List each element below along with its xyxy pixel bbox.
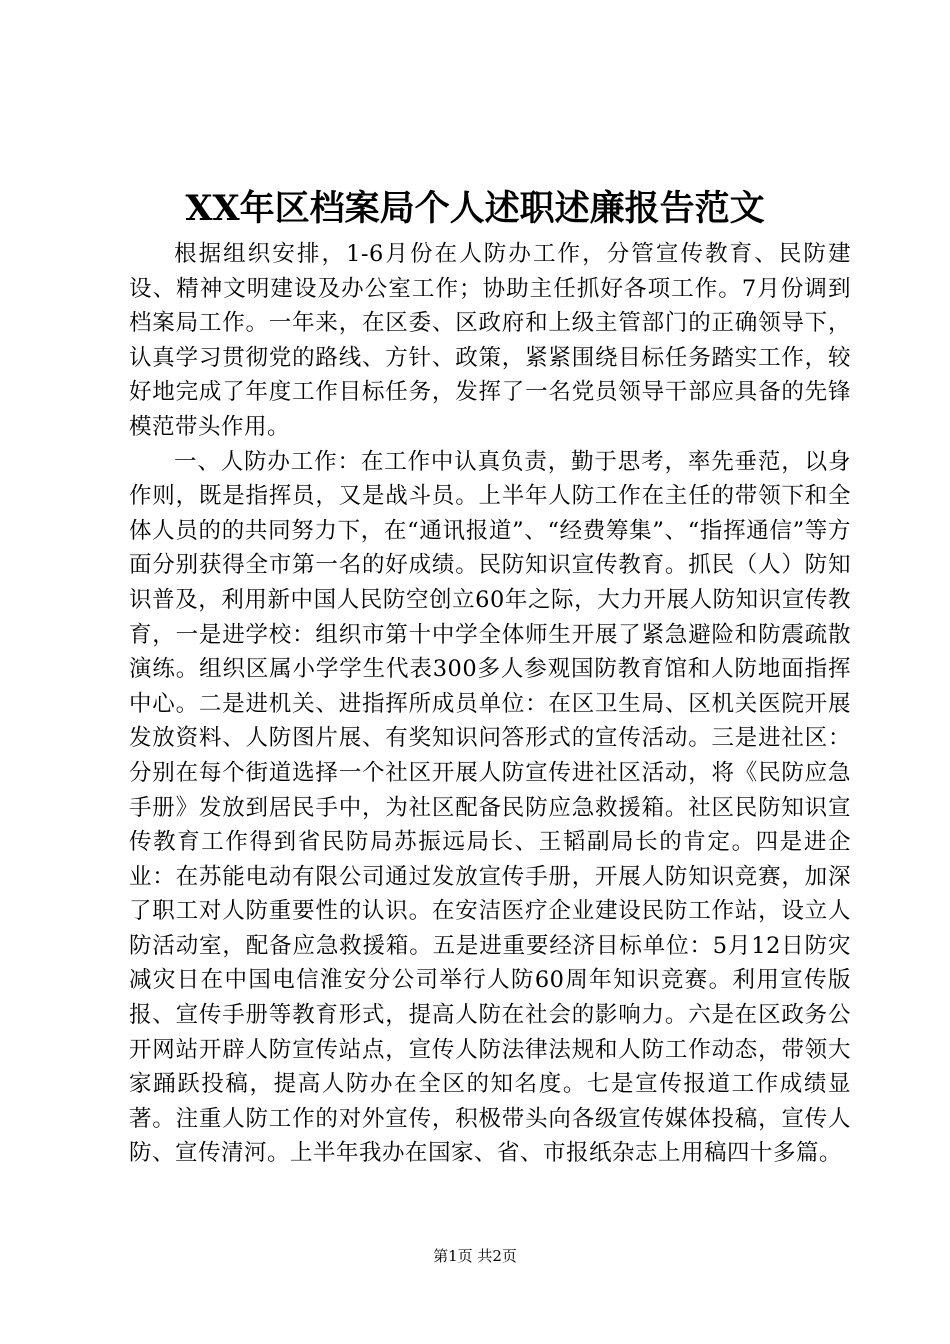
document-title: XX年区档案局个人述职述廉报告范文 [185, 188, 765, 229]
paragraph-civil-defense-work: 一、人防办工作：在工作中认真负责，勤于思考，率先垂范，以身作则，既是指挥员，又是战斗员。上半年人防工作在主任的带领下和全体人员的的共同努力下，在“通讯报道”、“经费筹集”、“指挥通信”等方面分别获得全市第一名的好成绩。民防知识宣传教育。抓民（人）防知识普及，利用新中国人民防空创立60年之际，大力开展人防知识宣传教育，一是进学校：组织市第十中学全体师生开展了紧急避险和防震疏散演练。组织区属小学学生代表300多人参观国防教育馆和人防地面指挥中心。二是进机关、进指挥所成员单位：在区卫生局、区机关医院开展发放资料、人防图片展、有奖知识问答形式的宣传活动。三是进社区：分别在每个街道选择一个社区开展人防宣传进社区活动，将《民防应急手册》发放到居民手中，为社区配备民防应急救援箱。社区民防知识宣传教育工作得到省民防局苏振远局长、王韬副局长的肯定。四是进企业：在苏能电动有限公司通过发放宣传手册，开展人防知识竞赛，加深了职工对人防重要性的认识。在安洁医疗企业建设民防工作站，设立人防活动室，配备应急救援箱。五是进重要经济目标单位：5月12日防灾减灾日在中国电信淮安分公司举行人防60周年知识竞赛。利用宣传版报、宣传手册等教育形式，提高人防在社会的影响力。六是在区政务公开网站开辟人防宣传站点，宣传人防法律法规和人防工作动态，带领大家踊跃投稿，提高人防办在全区的知名度。七是宣传报道工作成绩显著。注重人防工作的对外宣传，积极带头向各级宣传媒体投稿，宣传人防、宣传清河。上半年我办在国家、省、市报纸杂志上用稿四十多篇。 [129, 448, 851, 1167]
page-number-footer: 第1页 共2页 [433, 1247, 517, 1265]
paragraph-intro: 根据组织安排，1-6月份在人防办工作，分管宣传教育、民防建设、精神文明建设及办公室工作；协助主任抓好各项工作。7月份调到档案局工作。一年来，在区委、区政府和上级主管部门的正确领导下，认真学习贯彻党的路线、方针、政策，紧紧围绕目标任务踏实工作，较好地完成了年度工作目标任务，发挥了一名党员领导干部应具备的先锋模范带头作用。 [129, 241, 851, 440]
document-body [129, 237, 851, 1171]
